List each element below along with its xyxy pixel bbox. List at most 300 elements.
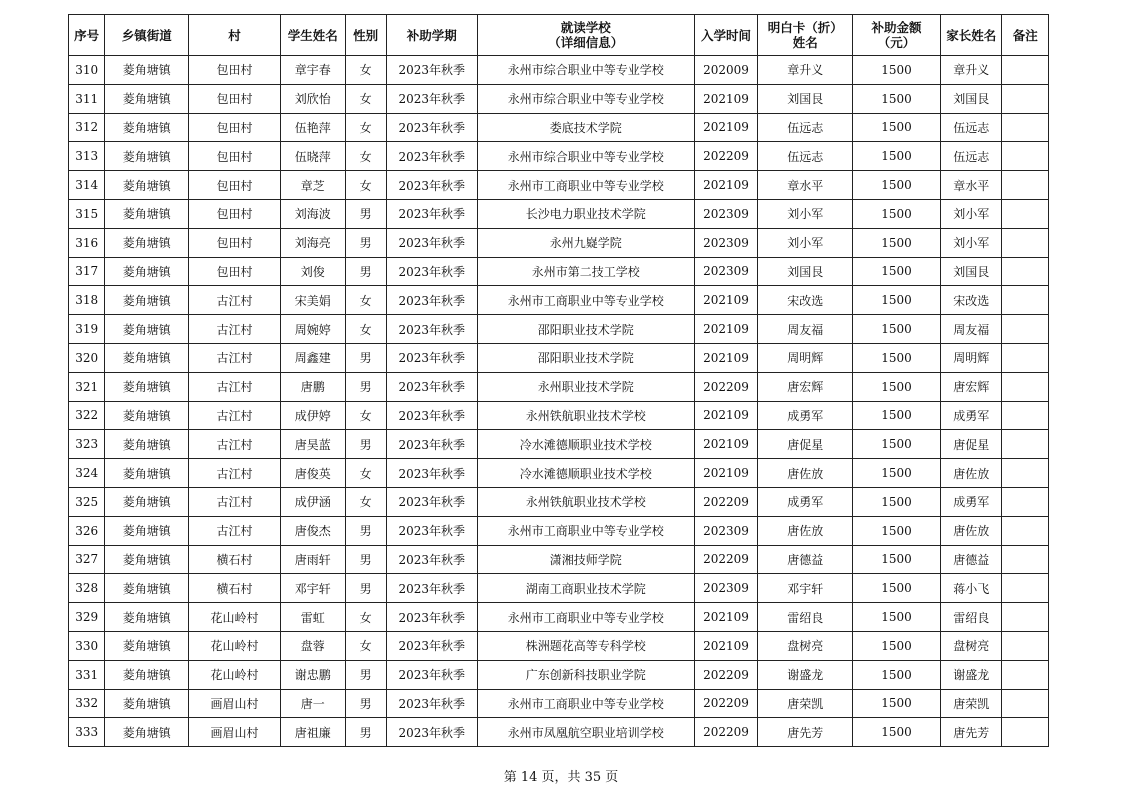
cell-card-name: 唐荣凯 — [758, 689, 853, 718]
cell-gender: 女 — [345, 113, 386, 142]
cell-amount: 1500 — [853, 401, 941, 430]
cell-term: 2023年秋季 — [386, 171, 477, 200]
table-row — [69, 286, 1049, 315]
table-row — [69, 631, 1049, 660]
cell-card-name: 刘国艮 — [758, 84, 853, 113]
cell-enroll-time: 202209 — [694, 487, 758, 516]
table-body — [69, 56, 1049, 747]
cell-school: 娄底技术学院 — [477, 113, 694, 142]
cell-student-name: 唐俊杰 — [280, 516, 345, 545]
cell-student-name: 唐鹏 — [280, 372, 345, 401]
cell-enroll-time: 202109 — [694, 84, 758, 113]
cell-gender: 女 — [345, 84, 386, 113]
cell-enroll-time: 202209 — [694, 718, 758, 747]
cell-parent-name: 唐宏辉 — [940, 372, 1002, 401]
cell-index: 314 — [69, 171, 105, 200]
cell-term: 2023年秋季 — [386, 228, 477, 257]
cell-village: 古江村 — [189, 315, 281, 344]
cell-amount: 1500 — [853, 315, 941, 344]
cell-student-name: 周婉婷 — [280, 315, 345, 344]
cell-amount: 1500 — [853, 372, 941, 401]
cell-town: 菱角塘镇 — [105, 228, 189, 257]
cell-amount: 1500 — [853, 487, 941, 516]
cell-term: 2023年秋季 — [386, 631, 477, 660]
cell-school: 永州市第二技工学校 — [477, 257, 694, 286]
table-row — [69, 660, 1049, 689]
cell-parent-name: 刘国艮 — [940, 84, 1002, 113]
cell-amount: 1500 — [853, 660, 941, 689]
header-label: 就读学校 — [560, 20, 611, 35]
cell-enroll-time: 202309 — [694, 257, 758, 286]
cell-parent-name: 成勇军 — [940, 401, 1002, 430]
cell-school: 永州九嶷学院 — [477, 228, 694, 257]
cell-enroll-time: 202109 — [694, 315, 758, 344]
cell-amount: 1500 — [853, 286, 941, 315]
header-col-enroll-time — [694, 15, 758, 56]
cell-card-name: 周友福 — [758, 315, 853, 344]
cell-remark — [1002, 171, 1049, 200]
cell-parent-name: 成勇军 — [940, 487, 1002, 516]
cell-school: 永州市工商职业中等专业学校 — [477, 603, 694, 632]
cell-remark — [1002, 257, 1049, 286]
cell-amount: 1500 — [853, 84, 941, 113]
table-row — [69, 113, 1049, 142]
cell-student-name: 唐祖廉 — [280, 718, 345, 747]
cell-term: 2023年秋季 — [386, 286, 477, 315]
cell-term: 2023年秋季 — [386, 315, 477, 344]
cell-card-name: 刘小军 — [758, 228, 853, 257]
cell-town: 菱角塘镇 — [105, 545, 189, 574]
table-row — [69, 171, 1049, 200]
cell-gender: 男 — [345, 660, 386, 689]
table-row — [69, 84, 1049, 113]
cell-term: 2023年秋季 — [386, 689, 477, 718]
cell-village: 古江村 — [189, 430, 281, 459]
cell-enroll-time: 202109 — [694, 631, 758, 660]
cell-parent-name: 伍远志 — [940, 113, 1002, 142]
cell-school: 永州市凤凰航空职业培训学校 — [477, 718, 694, 747]
cell-amount: 1500 — [853, 142, 941, 171]
cell-parent-name: 唐德益 — [940, 545, 1002, 574]
subsidy-table — [68, 14, 1049, 747]
cell-gender: 男 — [345, 689, 386, 718]
cell-town: 菱角塘镇 — [105, 459, 189, 488]
cell-gender: 男 — [345, 718, 386, 747]
cell-amount: 1500 — [853, 343, 941, 372]
cell-parent-name: 刘国艮 — [940, 257, 1002, 286]
cell-index: 310 — [69, 56, 105, 85]
cell-student-name: 唐一 — [280, 689, 345, 718]
cell-parent-name: 唐佐放 — [940, 459, 1002, 488]
cell-parent-name: 唐佐放 — [940, 516, 1002, 545]
cell-town: 菱角塘镇 — [105, 199, 189, 228]
cell-card-name: 唐宏辉 — [758, 372, 853, 401]
cell-term: 2023年秋季 — [386, 660, 477, 689]
header-sublabel: 姓名 — [792, 35, 818, 50]
cell-card-name: 邓宇轩 — [758, 574, 853, 603]
header-col-index — [69, 15, 105, 56]
table-row — [69, 603, 1049, 632]
cell-student-name: 谢忠鹏 — [280, 660, 345, 689]
cell-term: 2023年秋季 — [386, 56, 477, 85]
cell-town: 菱角塘镇 — [105, 574, 189, 603]
cell-card-name: 成勇军 — [758, 401, 853, 430]
cell-card-name: 谢盛龙 — [758, 660, 853, 689]
cell-remark — [1002, 84, 1049, 113]
cell-card-name: 刘国艮 — [758, 257, 853, 286]
cell-term: 2023年秋季 — [386, 372, 477, 401]
header-col-term — [386, 15, 477, 56]
header-label: 备注 — [1012, 27, 1038, 43]
cell-index: 333 — [69, 718, 105, 747]
cell-card-name: 刘小军 — [758, 199, 853, 228]
cell-remark — [1002, 660, 1049, 689]
cell-parent-name: 唐先芳 — [940, 718, 1002, 747]
table-row — [69, 545, 1049, 574]
table-row — [69, 372, 1049, 401]
cell-student-name: 宋美娟 — [280, 286, 345, 315]
cell-remark — [1002, 142, 1049, 171]
cell-index: 322 — [69, 401, 105, 430]
cell-index: 320 — [69, 343, 105, 372]
cell-term: 2023年秋季 — [386, 84, 477, 113]
cell-village: 包田村 — [189, 84, 281, 113]
cell-enroll-time: 202109 — [694, 171, 758, 200]
cell-town: 菱角塘镇 — [105, 56, 189, 85]
cell-school: 广东创新科技职业学院 — [477, 660, 694, 689]
cell-school: 永州市综合职业中等专业学校 — [477, 142, 694, 171]
cell-remark — [1002, 516, 1049, 545]
cell-amount: 1500 — [853, 430, 941, 459]
cell-enroll-time: 202209 — [694, 372, 758, 401]
cell-student-name: 刘欣怡 — [280, 84, 345, 113]
cell-gender: 男 — [345, 545, 386, 574]
cell-gender: 男 — [345, 343, 386, 372]
cell-index: 329 — [69, 603, 105, 632]
cell-amount: 1500 — [853, 257, 941, 286]
cell-amount: 1500 — [853, 689, 941, 718]
cell-school: 永州市工商职业中等专业学校 — [477, 171, 694, 200]
cell-term: 2023年秋季 — [386, 718, 477, 747]
cell-remark — [1002, 430, 1049, 459]
cell-parent-name: 周友福 — [940, 315, 1002, 344]
cell-amount: 1500 — [853, 516, 941, 545]
cell-gender: 男 — [345, 574, 386, 603]
cell-village: 包田村 — [189, 56, 281, 85]
cell-student-name: 唐雨轩 — [280, 545, 345, 574]
cell-student-name: 章芝 — [280, 171, 345, 200]
cell-school: 湖南工商职业技术学院 — [477, 574, 694, 603]
cell-school: 邵阳职业技术学院 — [477, 315, 694, 344]
cell-gender: 女 — [345, 603, 386, 632]
table-row — [69, 487, 1049, 516]
cell-card-name: 成勇军 — [758, 487, 853, 516]
table-row — [69, 199, 1049, 228]
cell-gender: 男 — [345, 199, 386, 228]
cell-town: 菱角塘镇 — [105, 171, 189, 200]
header-col-amount — [853, 15, 941, 56]
cell-card-name: 唐促星 — [758, 430, 853, 459]
cell-enroll-time: 202309 — [694, 574, 758, 603]
cell-card-name: 盘树亮 — [758, 631, 853, 660]
cell-index: 317 — [69, 257, 105, 286]
cell-village: 包田村 — [189, 171, 281, 200]
table-row — [69, 343, 1049, 372]
header-label: 乡镇街道 — [121, 27, 172, 43]
header-sublabel: （详细信息） — [548, 35, 624, 50]
header-col-student-name — [280, 15, 345, 56]
cell-term: 2023年秋季 — [386, 603, 477, 632]
cell-school: 永州市综合职业中等专业学校 — [477, 56, 694, 85]
cell-card-name: 雷绍良 — [758, 603, 853, 632]
cell-term: 2023年秋季 — [386, 257, 477, 286]
cell-village: 横石村 — [189, 545, 281, 574]
cell-amount: 1500 — [853, 459, 941, 488]
cell-card-name: 章升义 — [758, 56, 853, 85]
header-col-village — [189, 15, 281, 56]
header-label: 序号 — [74, 27, 100, 43]
cell-term: 2023年秋季 — [386, 487, 477, 516]
cell-card-name: 伍远志 — [758, 142, 853, 171]
cell-enroll-time: 202309 — [694, 228, 758, 257]
cell-index: 321 — [69, 372, 105, 401]
cell-amount: 1500 — [853, 113, 941, 142]
cell-town: 菱角塘镇 — [105, 516, 189, 545]
cell-gender: 男 — [345, 372, 386, 401]
header-col-card-name — [758, 15, 853, 56]
cell-term: 2023年秋季 — [386, 199, 477, 228]
cell-enroll-time: 202209 — [694, 689, 758, 718]
cell-remark — [1002, 487, 1049, 516]
cell-student-name: 邓宇轩 — [280, 574, 345, 603]
cell-town: 菱角塘镇 — [105, 286, 189, 315]
cell-enroll-time: 202109 — [694, 401, 758, 430]
cell-index: 313 — [69, 142, 105, 171]
cell-school: 潇湘技师学院 — [477, 545, 694, 574]
cell-parent-name: 雷绍良 — [940, 603, 1002, 632]
cell-remark — [1002, 228, 1049, 257]
table-row — [69, 228, 1049, 257]
cell-index: 323 — [69, 430, 105, 459]
cell-index: 325 — [69, 487, 105, 516]
cell-parent-name: 章水平 — [940, 171, 1002, 200]
cell-card-name: 唐先芳 — [758, 718, 853, 747]
cell-amount: 1500 — [853, 56, 941, 85]
cell-school: 永州铁航职业技术学校 — [477, 487, 694, 516]
cell-term: 2023年秋季 — [386, 430, 477, 459]
cell-gender: 女 — [345, 487, 386, 516]
cell-gender: 男 — [345, 257, 386, 286]
cell-card-name: 伍远志 — [758, 113, 853, 142]
cell-amount: 1500 — [853, 574, 941, 603]
cell-parent-name: 周明辉 — [940, 343, 1002, 372]
cell-town: 菱角塘镇 — [105, 660, 189, 689]
table-row — [69, 257, 1049, 286]
cell-card-name: 周明辉 — [758, 343, 853, 372]
cell-school: 永州市工商职业中等专业学校 — [477, 516, 694, 545]
cell-town: 菱角塘镇 — [105, 631, 189, 660]
cell-school: 株洲题花高等专科学校 — [477, 631, 694, 660]
table-row — [69, 574, 1049, 603]
cell-student-name: 盘蓉 — [280, 631, 345, 660]
header-col-remark — [1002, 15, 1049, 56]
cell-index: 332 — [69, 689, 105, 718]
cell-index: 319 — [69, 315, 105, 344]
cell-school: 永州市综合职业中等专业学校 — [477, 84, 694, 113]
cell-village: 横石村 — [189, 574, 281, 603]
cell-enroll-time: 202209 — [694, 142, 758, 171]
cell-town: 菱角塘镇 — [105, 84, 189, 113]
cell-school: 永州市工商职业中等专业学校 — [477, 286, 694, 315]
cell-term: 2023年秋季 — [386, 459, 477, 488]
cell-term: 2023年秋季 — [386, 545, 477, 574]
cell-term: 2023年秋季 — [386, 343, 477, 372]
cell-town: 菱角塘镇 — [105, 315, 189, 344]
cell-index: 318 — [69, 286, 105, 315]
cell-gender: 女 — [345, 315, 386, 344]
table-row — [69, 459, 1049, 488]
cell-enroll-time: 202309 — [694, 199, 758, 228]
cell-index: 331 — [69, 660, 105, 689]
cell-village: 花山岭村 — [189, 660, 281, 689]
cell-remark — [1002, 631, 1049, 660]
cell-student-name: 成伊婷 — [280, 401, 345, 430]
cell-gender: 男 — [345, 516, 386, 545]
cell-index: 330 — [69, 631, 105, 660]
cell-village: 画眉山村 — [189, 689, 281, 718]
cell-student-name: 章宇春 — [280, 56, 345, 85]
header-label: 家长姓名 — [946, 27, 997, 43]
cell-town: 菱角塘镇 — [105, 142, 189, 171]
cell-parent-name: 唐荣凯 — [940, 689, 1002, 718]
cell-remark — [1002, 545, 1049, 574]
cell-amount: 1500 — [853, 228, 941, 257]
cell-student-name: 周鑫建 — [280, 343, 345, 372]
header-label: 村 — [228, 27, 241, 43]
cell-remark — [1002, 459, 1049, 488]
cell-enroll-time: 202109 — [694, 113, 758, 142]
cell-school: 永州职业技术学院 — [477, 372, 694, 401]
table-row — [69, 516, 1049, 545]
page-footer: 第 14 页，共 35 页 — [503, 770, 619, 785]
cell-student-name: 伍艳萍 — [280, 113, 345, 142]
header-label: 入学时间 — [700, 27, 751, 43]
cell-remark — [1002, 574, 1049, 603]
cell-index: 312 — [69, 113, 105, 142]
cell-school: 冷水滩德顺职业技术学校 — [477, 430, 694, 459]
cell-gender: 女 — [345, 631, 386, 660]
cell-gender: 男 — [345, 228, 386, 257]
cell-student-name: 刘俊 — [280, 257, 345, 286]
cell-town: 菱角塘镇 — [105, 689, 189, 718]
cell-parent-name: 宋改选 — [940, 286, 1002, 315]
header-col-school — [477, 15, 694, 56]
cell-town: 菱角塘镇 — [105, 401, 189, 430]
cell-town: 菱角塘镇 — [105, 372, 189, 401]
cell-town: 菱角塘镇 — [105, 603, 189, 632]
header-label: 性别 — [353, 27, 379, 43]
cell-card-name: 宋改选 — [758, 286, 853, 315]
cell-village: 花山岭村 — [189, 603, 281, 632]
table-row — [69, 401, 1049, 430]
cell-gender: 女 — [345, 56, 386, 85]
cell-village: 古江村 — [189, 401, 281, 430]
cell-index: 328 — [69, 574, 105, 603]
cell-parent-name: 刘小军 — [940, 228, 1002, 257]
cell-town: 菱角塘镇 — [105, 718, 189, 747]
cell-school: 冷水滩德顺职业技术学校 — [477, 459, 694, 488]
header-col-town — [105, 15, 189, 56]
cell-gender: 女 — [345, 286, 386, 315]
cell-enroll-time: 202109 — [694, 603, 758, 632]
cell-index: 327 — [69, 545, 105, 574]
cell-student-name: 成伊涵 — [280, 487, 345, 516]
cell-school: 邵阳职业技术学院 — [477, 343, 694, 372]
cell-parent-name: 唐促星 — [940, 430, 1002, 459]
cell-village: 花山岭村 — [189, 631, 281, 660]
cell-parent-name: 谢盛龙 — [940, 660, 1002, 689]
cell-gender: 女 — [345, 459, 386, 488]
cell-remark — [1002, 372, 1049, 401]
cell-village: 古江村 — [189, 372, 281, 401]
cell-term: 2023年秋季 — [386, 401, 477, 430]
cell-enroll-time: 202109 — [694, 459, 758, 488]
cell-gender: 男 — [345, 430, 386, 459]
header-sublabel: （元） — [877, 35, 916, 50]
cell-remark — [1002, 401, 1049, 430]
cell-amount: 1500 — [853, 545, 941, 574]
cell-village: 包田村 — [189, 257, 281, 286]
cell-town: 菱角塘镇 — [105, 430, 189, 459]
cell-gender: 女 — [345, 171, 386, 200]
cell-card-name: 章水平 — [758, 171, 853, 200]
cell-index: 311 — [69, 84, 105, 113]
cell-remark — [1002, 718, 1049, 747]
header-label: 补助学期 — [406, 27, 457, 43]
cell-enroll-time: 202109 — [694, 286, 758, 315]
cell-enroll-time: 202309 — [694, 516, 758, 545]
cell-enroll-time: 202109 — [694, 430, 758, 459]
cell-village: 画眉山村 — [189, 718, 281, 747]
header-label: 补助金额 — [871, 20, 922, 35]
cell-village: 古江村 — [189, 459, 281, 488]
cell-school: 永州市工商职业中等专业学校 — [477, 689, 694, 718]
cell-parent-name: 伍远志 — [940, 142, 1002, 171]
cell-amount: 1500 — [853, 199, 941, 228]
cell-student-name: 雷虹 — [280, 603, 345, 632]
cell-remark — [1002, 343, 1049, 372]
header-col-parent-name — [940, 15, 1002, 56]
cell-village: 古江村 — [189, 516, 281, 545]
table-header — [69, 15, 1049, 56]
cell-village: 包田村 — [189, 199, 281, 228]
cell-remark — [1002, 56, 1049, 85]
cell-term: 2023年秋季 — [386, 516, 477, 545]
cell-village: 包田村 — [189, 113, 281, 142]
cell-village: 古江村 — [189, 343, 281, 372]
cell-student-name: 伍晓萍 — [280, 142, 345, 171]
cell-town: 菱角塘镇 — [105, 343, 189, 372]
cell-town: 菱角塘镇 — [105, 257, 189, 286]
header-label: 明白卡（折） — [767, 20, 843, 35]
cell-amount: 1500 — [853, 631, 941, 660]
cell-student-name: 刘海波 — [280, 199, 345, 228]
cell-parent-name: 蒋小飞 — [940, 574, 1002, 603]
cell-index: 316 — [69, 228, 105, 257]
header-label: 学生姓名 — [287, 27, 338, 43]
cell-term: 2023年秋季 — [386, 574, 477, 603]
table-row — [69, 315, 1049, 344]
